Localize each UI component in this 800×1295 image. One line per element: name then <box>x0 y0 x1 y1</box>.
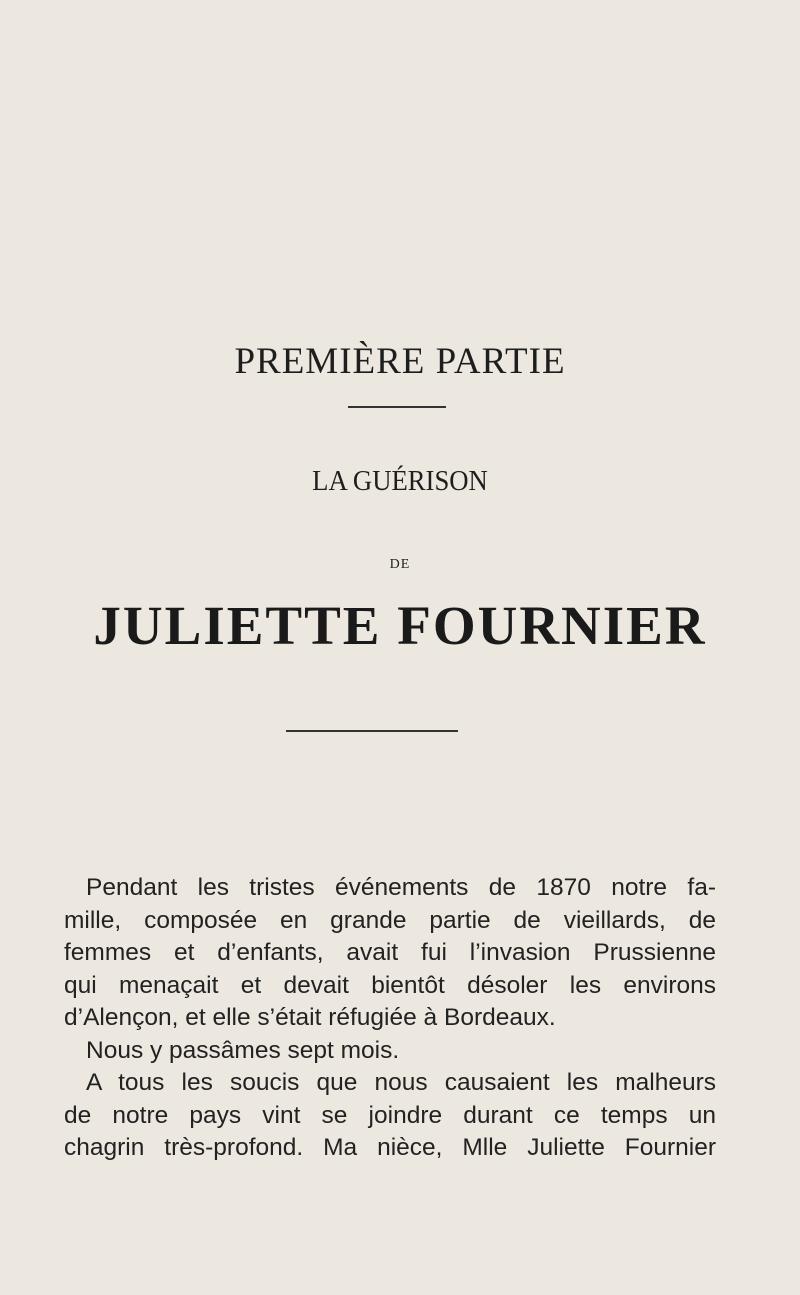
title-rule <box>348 406 446 408</box>
text-line: de notre pays vint se joindre durant ce temps un <box>64 1101 716 1129</box>
text-line: qui menaçait et devait bientôt désoler les environs <box>64 971 716 999</box>
text-line: Nous y passâmes sept mois. <box>86 1036 400 1064</box>
body-text <box>64 872 716 1165</box>
connector-word: DE <box>389 557 411 572</box>
text-line: mille, composée en grande partie de vieillards, de <box>64 906 716 934</box>
part-title: PREMIÈRE PARTIE <box>234 341 566 382</box>
text-line: chagrin très-profond. Ma nièce, Mlle Juliette Fournier <box>64 1134 716 1161</box>
chapter-name: JULIETTE FOURNIER <box>93 595 707 656</box>
text-line: A tous les soucis que nous causaient les malheurs <box>86 1069 716 1096</box>
text-line: femmes et d’enfants, avait fui l’invasion Prussienne <box>64 939 716 966</box>
text-line: Pendant les tristes événements de 1870 notre fa- <box>86 874 716 901</box>
chapter-subtitle: LA GUÉRISON <box>312 465 488 497</box>
text-line: d’Alençon, et elle s’était réfugiée à Bordeaux. <box>64 1004 556 1031</box>
chapter-rule <box>286 730 458 732</box>
